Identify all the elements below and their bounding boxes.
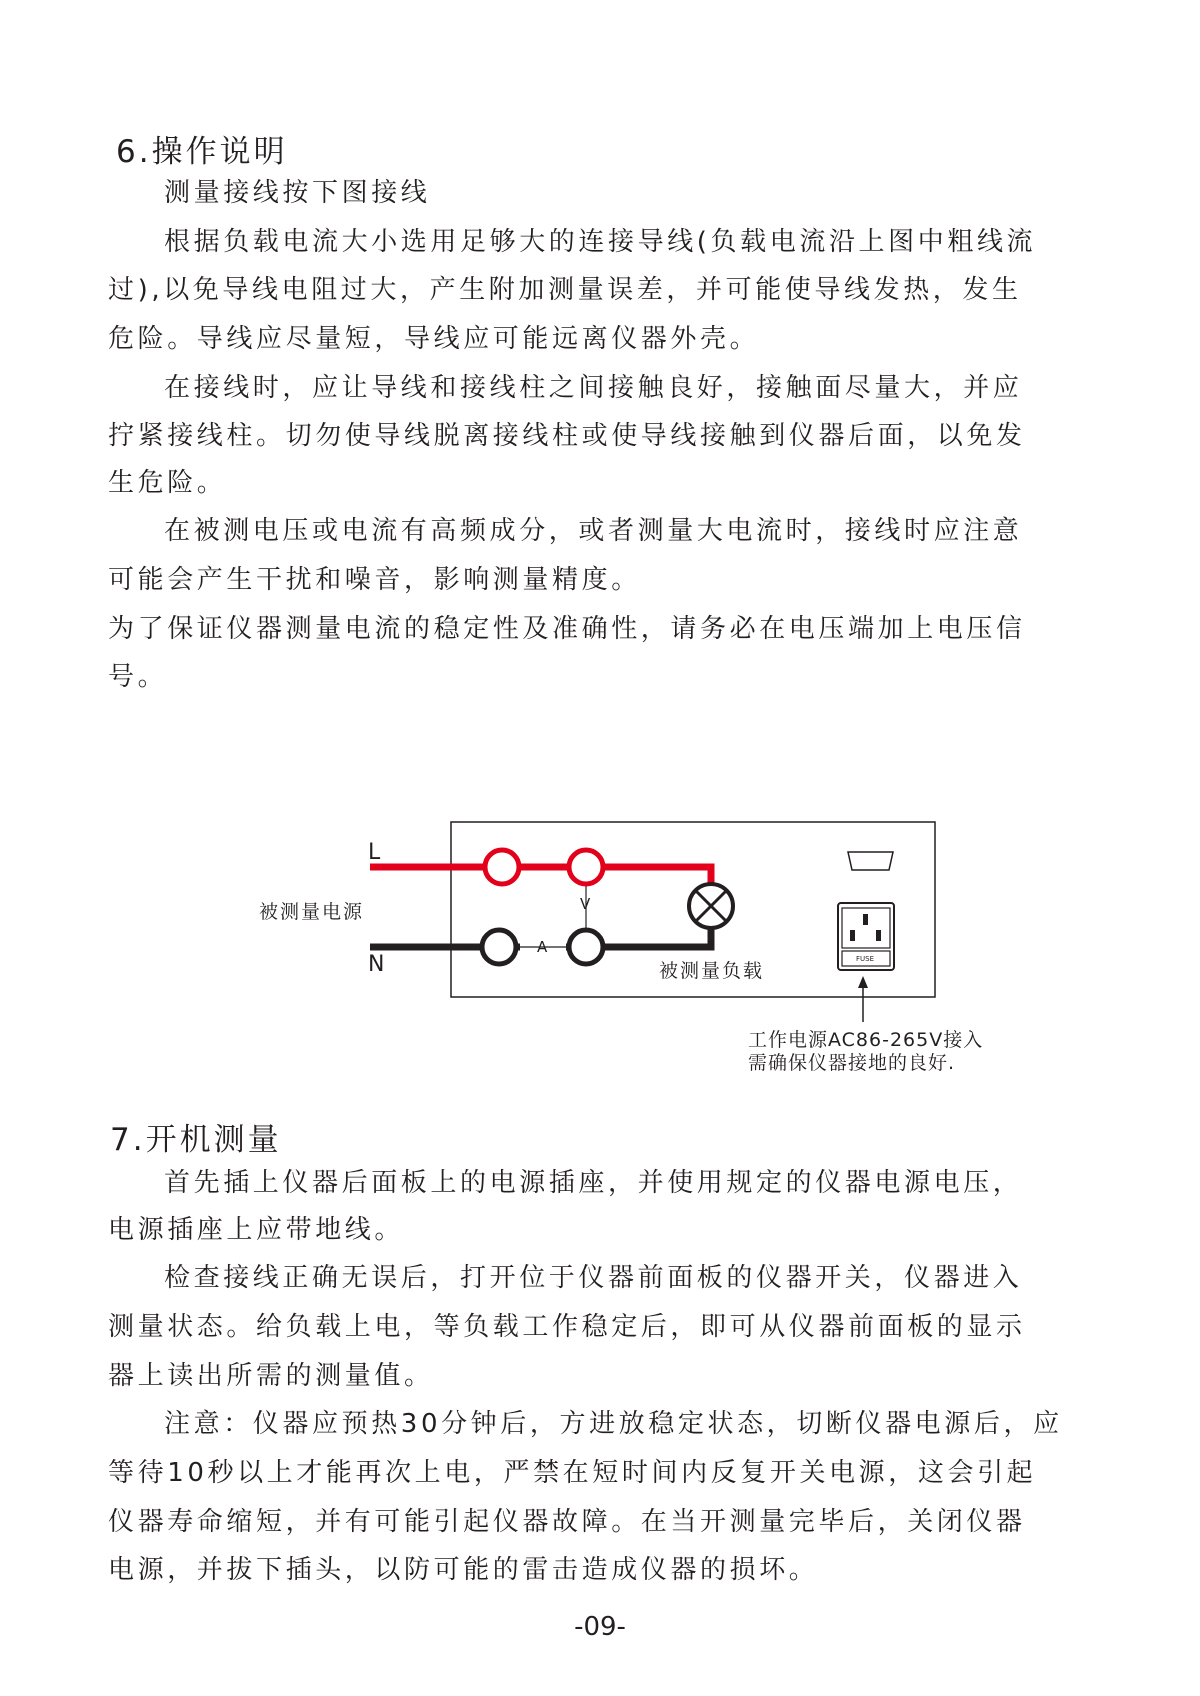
- live-wire: [370, 867, 711, 884]
- terminal-voltage-neutral: [569, 930, 603, 964]
- paragraph-line: 等待10秒以上才能再次上电，严禁在短时间内反复开关电源，这会引起: [108, 1458, 1037, 1488]
- terminal-current-in: [485, 850, 519, 884]
- label-neutral: N: [368, 952, 387, 977]
- source-label: 被测量电源: [259, 901, 365, 923]
- paragraph-line: 电源，并拔下插头，以防可能的雷击造成仪器的损坏。: [108, 1555, 819, 1585]
- paragraph-line: 检查接线正确无误后，打开位于仪器前面板的仪器开关，仪器进入: [164, 1263, 1023, 1293]
- paragraph-line: 电源插座上应带地线。: [108, 1215, 405, 1245]
- paragraph-line: 为了保证仪器测量电流的稳定性及准确性，请务必在电压端加上电压信: [108, 614, 1026, 644]
- paragraph-line: 注意：仪器应预热30分钟后，方进放稳定状态，切断仪器电源后，应: [164, 1409, 1063, 1439]
- paragraph-line: 生危险。: [108, 468, 227, 498]
- fuse-label: FUSE: [856, 955, 875, 963]
- paragraph-line: 测量接线按下图接线: [164, 178, 431, 208]
- paragraph-line: 拧紧接线柱。切勿使导线脱离接线柱或使导线接触到仪器后面，以免发: [108, 421, 1026, 451]
- label-voltage: V: [580, 895, 593, 913]
- label-current: A: [537, 938, 548, 956]
- power-note-1: 工作电源AC86-265V接入: [748, 1029, 984, 1051]
- paragraph-line: 测量状态。给负载上电，等负载工作稳定后，即可从仪器前面板的显示: [108, 1312, 1026, 1342]
- paragraph-line: 号。: [108, 662, 168, 692]
- arrow-up-icon: [858, 976, 868, 988]
- page-number: -09-: [574, 1612, 626, 1642]
- terminal-current-out: [482, 930, 516, 964]
- paragraph-line: 危险。导线应尽量短，导线应可能远离仪器外壳。: [108, 324, 760, 354]
- section-6-title: 6.操作说明: [116, 134, 288, 170]
- terminal-voltage-live: [569, 850, 603, 884]
- paragraph-line: 在被测电压或电流有高频成分，或者测量大电流时，接线时应注意: [164, 516, 1023, 546]
- paragraph-line: 在接线时，应让导线和接线柱之间接触良好，接触面尽量大，并应: [164, 373, 1023, 403]
- paragraph-line: 可能会产生干扰和噪音，影响测量精度。: [108, 565, 641, 595]
- paragraph-line: 过),以免导线电阻过大，产生附加测量误差，并可能使导线发热，发生: [108, 275, 1022, 305]
- label-live: L: [368, 840, 383, 865]
- paragraph-line: 根据负载电流大小选用足够大的连接导线(负载电流沿上图中粗线流: [164, 227, 1037, 257]
- paragraph-line: 首先插上仪器后面板上的电源插座，并使用规定的仪器电源电压，: [164, 1168, 1023, 1198]
- serial-port-icon: [848, 852, 893, 870]
- paragraph-line: 器上读出所需的测量值。: [108, 1361, 434, 1391]
- section-7-title: 7.开机测量: [110, 1122, 282, 1158]
- paragraph-line: 仪器寿命缩短，并有可能引起仪器故障。在当开测量完毕后，关闭仪器: [108, 1507, 1026, 1537]
- load-label: 被测量负载: [659, 960, 765, 982]
- power-note-2: 需确保仪器接地的良好.: [748, 1052, 956, 1074]
- lamp-load-icon: [689, 884, 733, 928]
